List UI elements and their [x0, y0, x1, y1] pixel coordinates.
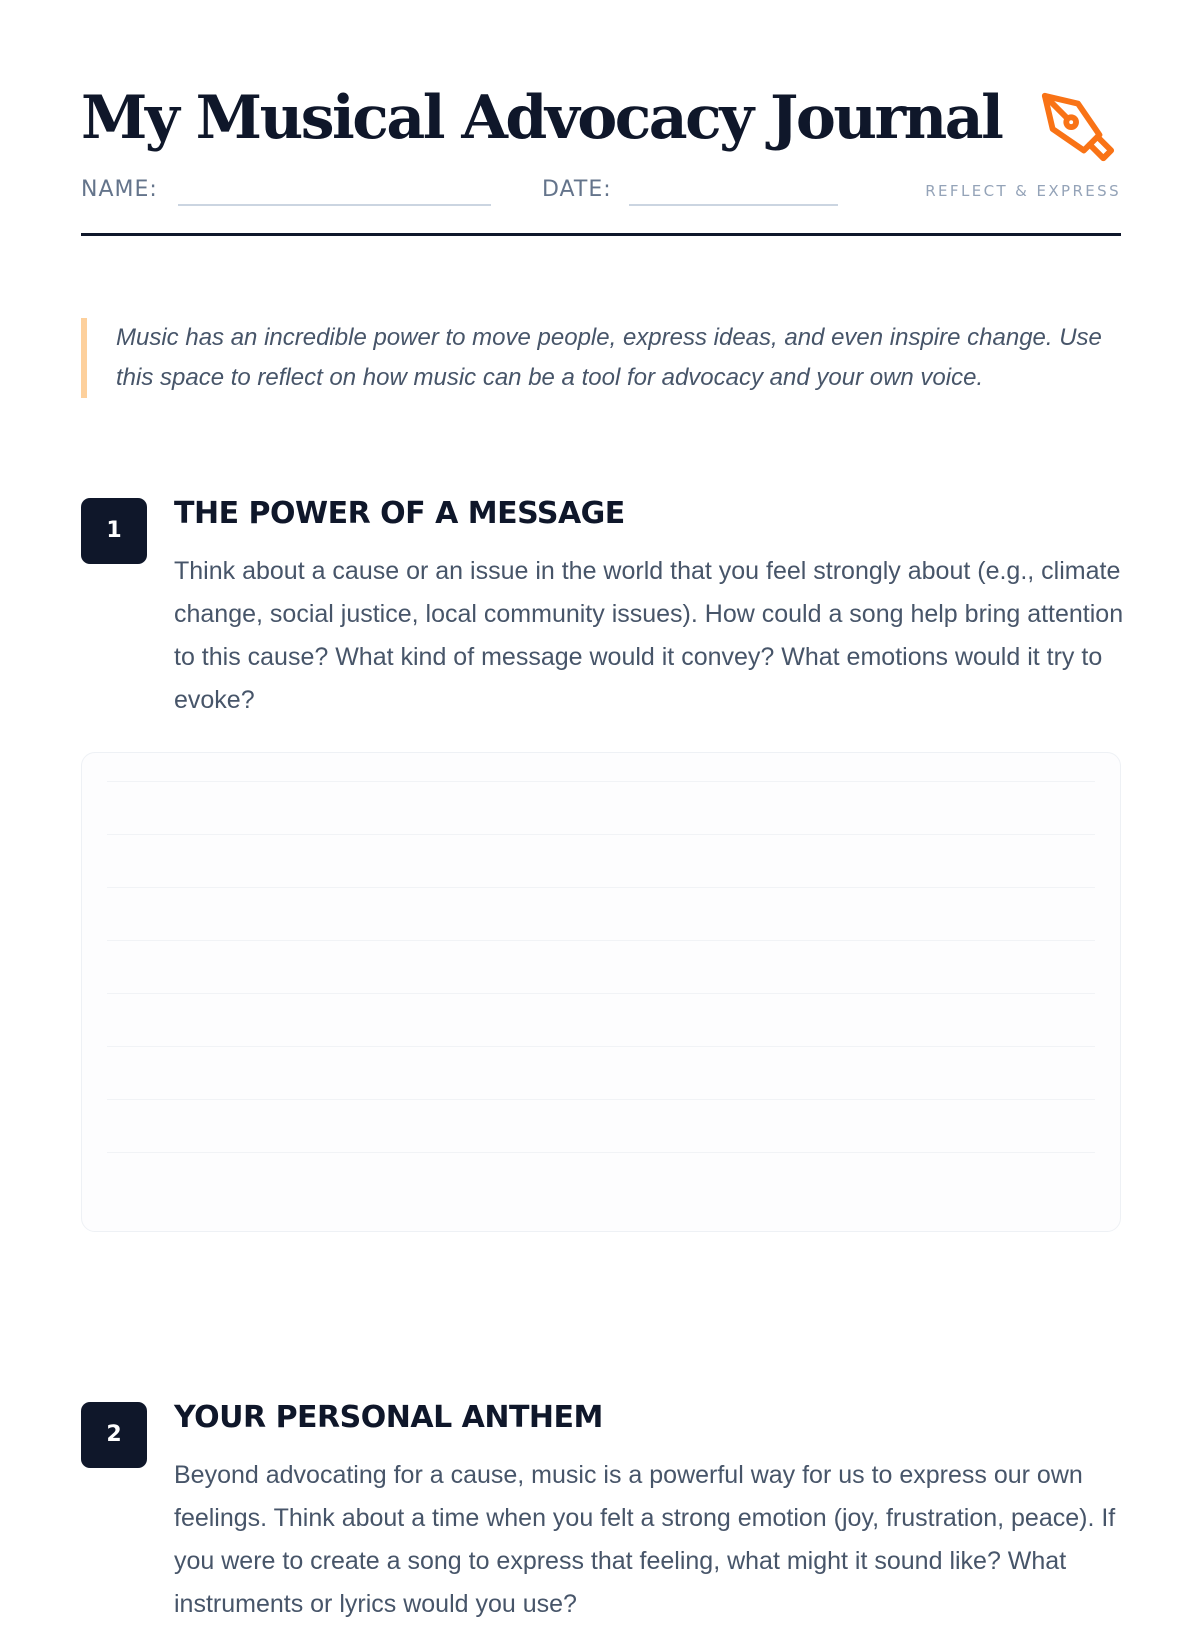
section-number-badge: 2: [81, 1402, 147, 1468]
name-date-row: [81, 174, 1121, 210]
answer-line: [107, 1152, 1095, 1153]
answer-box-1[interactable]: [81, 752, 1121, 1232]
answer-line: [107, 781, 1095, 782]
answer-line: [107, 887, 1095, 888]
date-field[interactable]: [629, 204, 838, 206]
intro-quote: [81, 318, 1121, 398]
answer-line: [107, 1046, 1095, 1047]
section-prompt: Think about a cause or an issue in the world that you feel strongly about (e.g., climate change, social justice, local community issues). How could a song help bring attention to this cause? What kind of message would it convey? What emotions would it try to evoke?: [174, 557, 1124, 714]
section-number-badge: 1: [81, 498, 147, 564]
answer-line: [107, 834, 1095, 835]
page-title: My Musical Advocacy Journal: [81, 83, 1002, 153]
tagline: REFLECT & EXPRESS: [925, 182, 1121, 200]
pen-nib-icon: [1039, 90, 1117, 168]
answer-line: [107, 1099, 1095, 1100]
answer-line: [107, 993, 1095, 994]
header-divider: [81, 233, 1121, 236]
name-field[interactable]: [178, 204, 491, 206]
section-prompt: Beyond advocating for a cause, music is a powerful way for us to express our own feelings. Think about a time when you felt a strong emotion (joy, frustration, peace). If you were to create a song to express that feeling, what might it sound like? What instruments or lyrics would you use?: [174, 1461, 1116, 1618]
section-title: THE POWER OF A MESSAGE: [174, 496, 625, 531]
name-label: NAME:: [81, 177, 158, 202]
date-label: DATE:: [542, 177, 612, 202]
answer-line: [107, 940, 1095, 941]
intro-text: Music has an incredible power to move people, express ideas, and even inspire change. Use this space to reflect on how music can be a tool for advocacy and your own voice.: [116, 324, 1102, 391]
journal-header: [81, 78, 1121, 236]
journal-page: [81, 0, 1124, 1618]
section-title: YOUR PERSONAL ANTHEM: [174, 1400, 603, 1435]
